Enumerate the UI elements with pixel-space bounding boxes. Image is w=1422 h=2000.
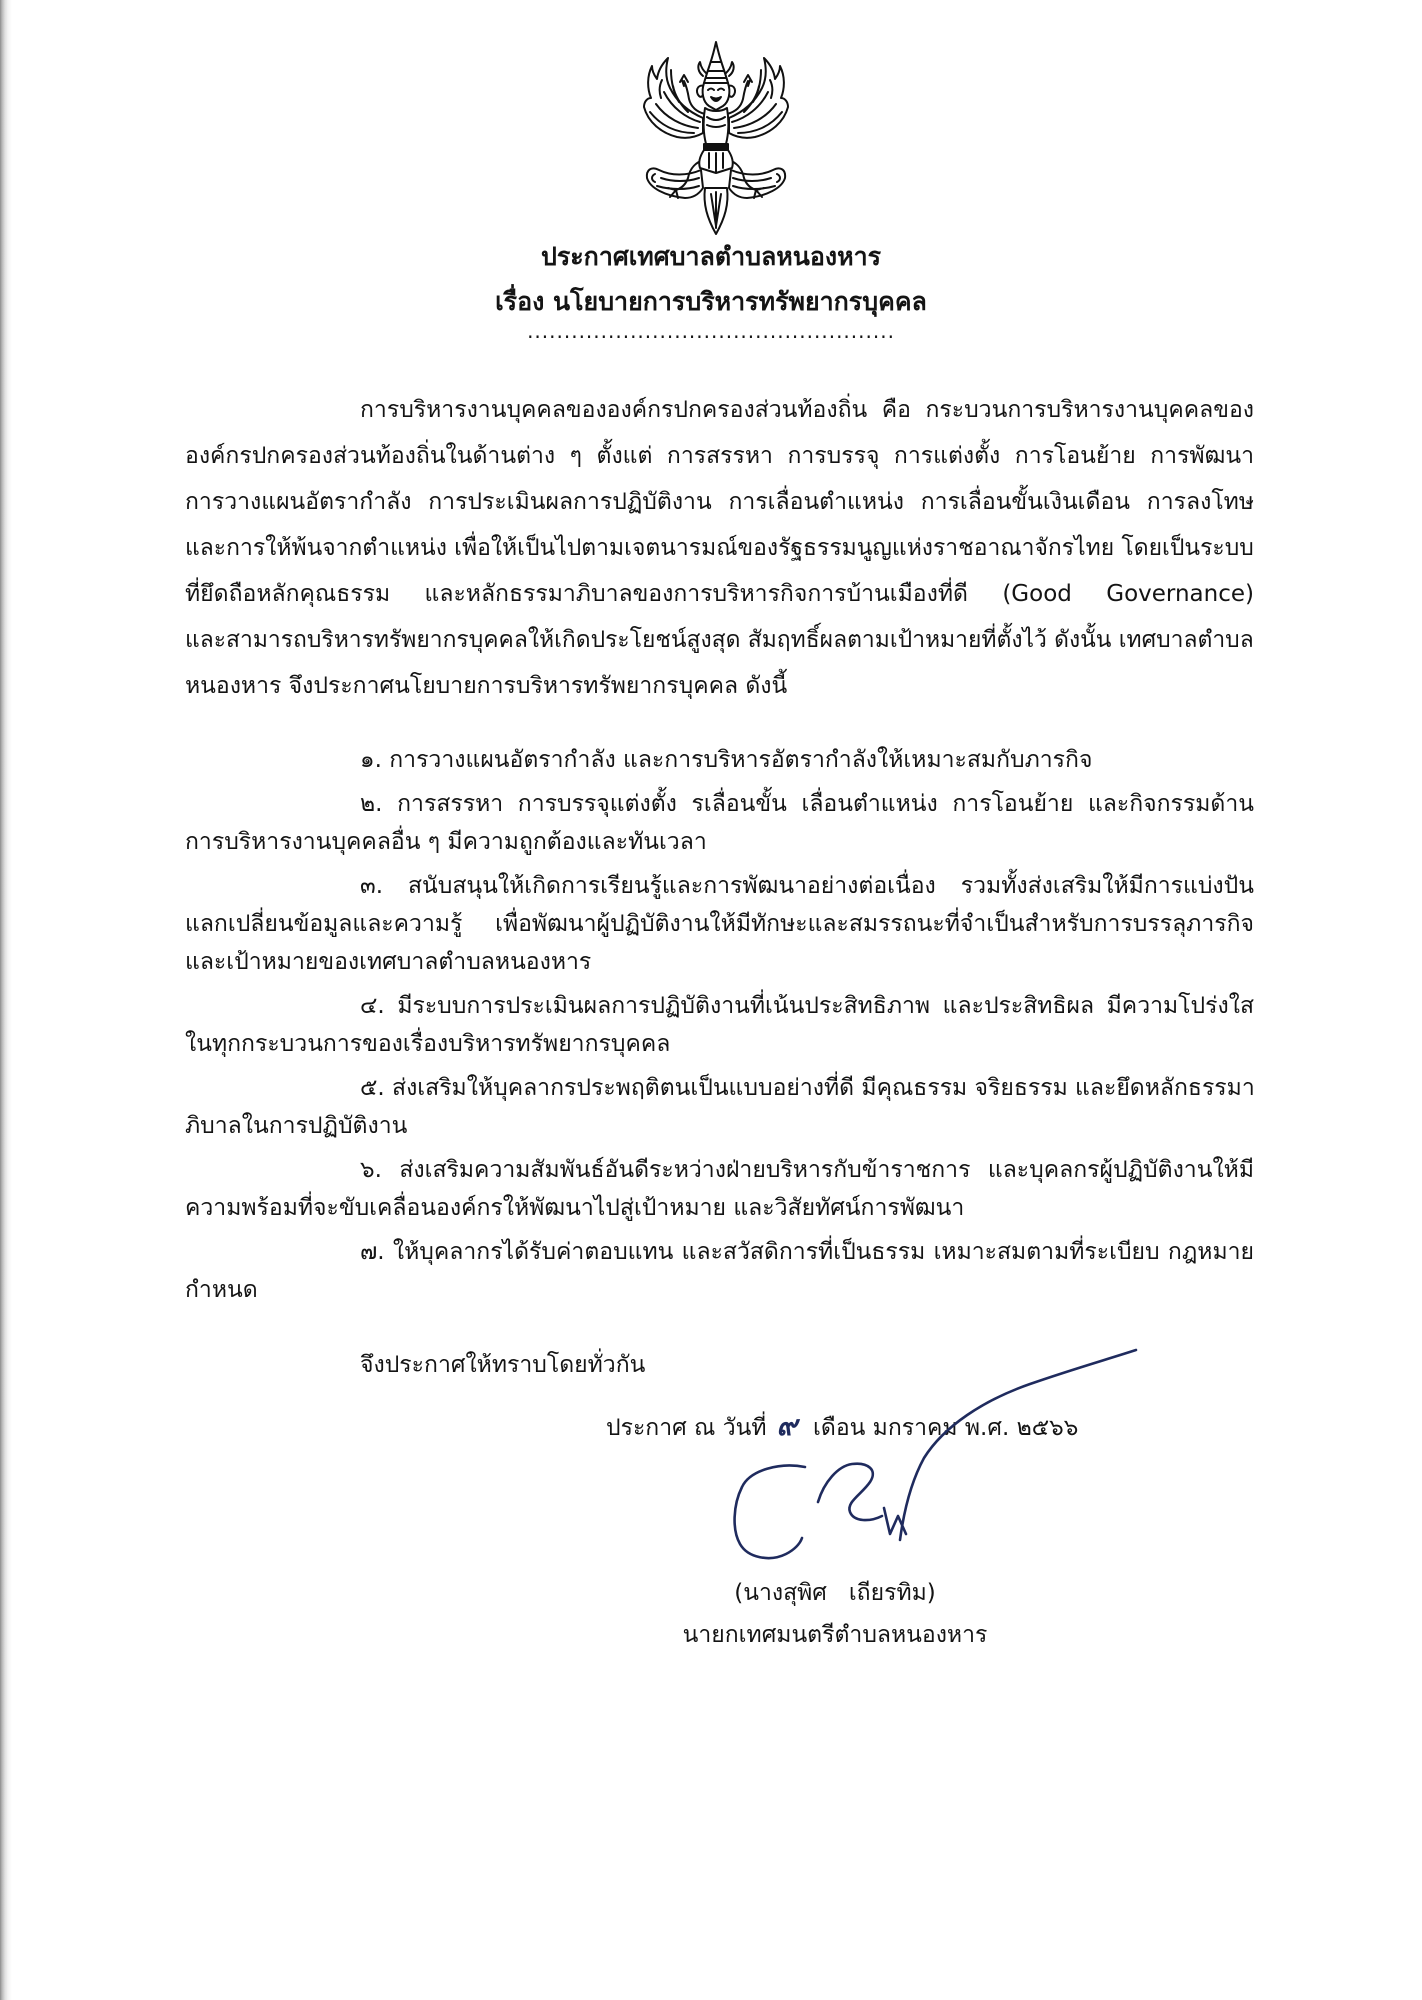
policy-item-line: และเป้าหมายของเทศบาลตำบลหนองหาร	[185, 949, 592, 975]
policy-item	[185, 987, 1254, 1063]
intro-line: การวางแผนอัตรากำลัง การประเมินผลการปฏิบัติงาน การเลื่อนตำแหน่ง การเลื่อนขั้นเงินเดือน การลงโทษ	[185, 489, 1254, 515]
intro-paragraph	[185, 387, 1254, 709]
policy-item-line: การบริหารงานบุคคลอื่น ๆ มีความถูกต้องและทันเวลา	[185, 829, 707, 855]
intro-line: ที่ยึดถือหลักคุณธรรม และหลักธรรมาภิบาลของการบริหารกิจการบ้านเมืองที่ดี (Good Governance)	[185, 581, 1254, 607]
dotted-separator: ..................................................	[527, 319, 895, 343]
document-subject: เรื่อง นโยบายการบริหารทรัพยากรบุคคล	[495, 287, 927, 316]
policy-item-number: ๗.	[360, 1239, 385, 1265]
date-month-year: เดือน มกราคม พ.ศ. ๒๕๖๖	[813, 1415, 1079, 1441]
policy-item-line: แลกเปลี่ยนข้อมูลและความรู้ เพื่อพัฒนาผู้ปฏิบัติงานให้มีทักษะและสมรรถนะที่จำเป็นสำหรับการบรรลุภารกิจ	[185, 911, 1254, 937]
policy-list	[185, 741, 1254, 1315]
policy-item	[185, 1233, 1254, 1309]
policy-item-line: ในทุกกระบวนการของเรื่องบริหารทรัพยากรบุคคล	[185, 1031, 671, 1057]
policy-item-text: ส่งเสริมความสัมพันธ์อันดีระหว่างฝ่ายบริหารกับข้าราชการ และบุคลกรผู้ปฏิบัติงานให้มี	[399, 1157, 1254, 1183]
date-prefix: ประกาศ ณ วันที่	[606, 1415, 767, 1441]
policy-item-number: ๒.	[360, 791, 383, 817]
policy-item-line	[360, 1069, 1254, 1107]
policy-item-line: ภิบาลในการปฏิบัติงาน	[185, 1113, 408, 1139]
garuda-emblem	[641, 40, 791, 236]
document-title: ประกาศเทศบาลตำบลหนองหาร	[540, 242, 882, 271]
policy-item-number: ๓.	[360, 873, 384, 899]
intro-line: การบริหารงานบุคคลขององค์กรปกครองส่วนท้องถิ่น คือ กระบวนการบริหารงานบุคคลของ	[360, 397, 1254, 423]
policy-item	[185, 1151, 1254, 1227]
signatory-block	[600, 1572, 1070, 1656]
policy-item-number: ๑.	[360, 747, 382, 773]
document-heading	[0, 234, 1422, 324]
intro-line: และการให้พ้นจากตำแหน่ง เพื่อให้เป็นไปตามเจตนารมณ์ของรัฐธรรมนูญแห่งราชอาณาจักรไทย โดยเป็นระบบ	[185, 535, 1254, 561]
policy-item-text: ให้บุคลากรได้รับค่าตอบแทน และสวัสดิการที่เป็นธรรม เหมาะสมตามที่ระเบียบ กฎหมาย	[392, 1239, 1254, 1265]
policy-item-line	[360, 741, 1254, 779]
intro-line: องค์กรปกครองส่วนท้องถิ่นในด้านต่าง ๆ ตั้งแต่ การสรรหา การบรรจุ การแต่งตั้ง การโอนย้าย การพัฒนา	[185, 443, 1254, 469]
signatory-position: นายกเทศมนตรีตำบลหนองหาร	[682, 1622, 988, 1648]
closing-statement: จึงประกาศให้ทราบโดยทั่วกัน	[360, 1352, 646, 1378]
signatory-name: (นางสุพิศ เถียรทิม)	[734, 1580, 936, 1606]
policy-item-text: มีระบบการประเมินผลการปฏิบัติงานที่เน้นประสิทธิภาพ และประสิทธิผล มีความโปร่งใส	[397, 993, 1254, 1019]
handwritten-signature	[700, 1330, 1160, 1580]
policy-item-line	[360, 785, 1254, 823]
intro-line: หนองหาร จึงประกาศนโยบายการบริหารทรัพยากรบุคคล ดังนี้	[185, 673, 788, 699]
intro-line: และสามารถบริหารทรัพยากรบุคคลให้เกิดประโยชน์สูงสุด สัมฤทธิ์ผลตามเป้าหมายที่ตั้งไว้ ดังนั้น เทศบาลตำบล	[185, 627, 1254, 653]
date-day: ๙	[776, 1409, 798, 1442]
policy-item-line	[360, 987, 1254, 1025]
policy-item-line: กำหนด	[185, 1277, 258, 1303]
policy-item-number: ๕.	[360, 1075, 385, 1101]
policy-item-text: การวางแผนอัตรากำลัง และการบริหารอัตรากำลังให้เหมาะสมกับภารกิจ	[389, 747, 1093, 773]
policy-item-text: การสรรหา การบรรจุแต่งตั้ง รเลื่อนขั้น เลื่อนตำแหน่ง การโอนย้าย และกิจกรรมด้าน	[397, 791, 1254, 817]
policy-item-text: สนับสนุนให้เกิดการเรียนรู้และการพัฒนาอย่างต่อเนื่อง รวมทั้งส่งเสริมให้มีการแบ่งปัน	[408, 873, 1254, 899]
policy-item-line	[360, 1151, 1254, 1189]
policy-item-number: ๔.	[360, 993, 385, 1019]
policy-item-line	[360, 867, 1254, 905]
policy-item	[185, 785, 1254, 861]
policy-item-line: ความพร้อมที่จะขับเคลื่อนองค์กรให้พัฒนาไปสู่เป้าหมาย และวิสัยทัศน์การพัฒนา	[185, 1195, 965, 1221]
policy-item	[185, 741, 1254, 779]
policy-item	[185, 1069, 1254, 1145]
policy-item	[185, 867, 1254, 981]
policy-item-text: ส่งเสริมให้บุคลากรประพฤติตนเป็นแบบอย่างที่ดี มีคุณธรรม จริยธรรม และยึดหลักธรรมา	[392, 1075, 1255, 1101]
policy-item-number: ๖.	[360, 1157, 382, 1183]
policy-item-line	[360, 1233, 1254, 1271]
